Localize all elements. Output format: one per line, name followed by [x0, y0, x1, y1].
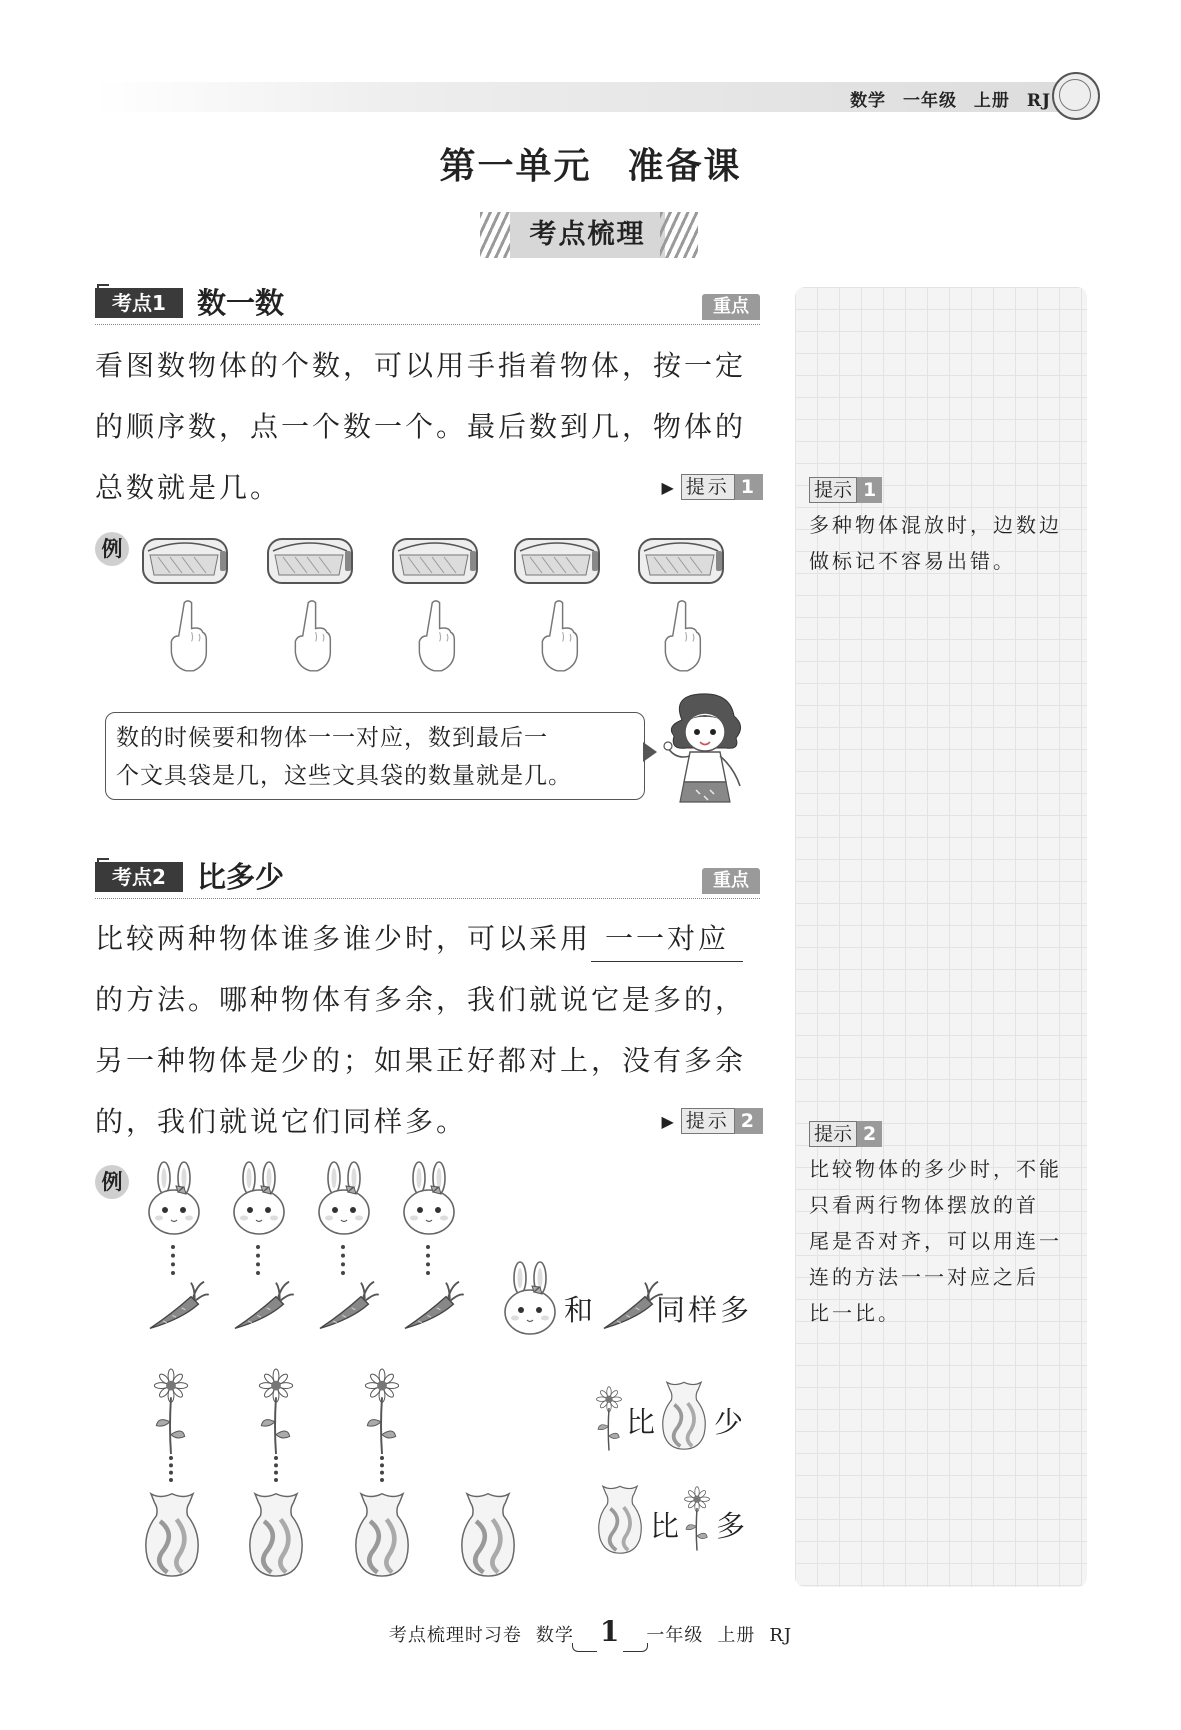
bubble-line-2: 个文具袋是几，这些文具袋的数量就是几。	[116, 763, 572, 789]
page-footer	[0, 1615, 1181, 1648]
footer-title: 考点梳理时习卷	[388, 1625, 522, 1646]
tip-label: 提示	[681, 1108, 735, 1134]
banner-stripes-right	[660, 212, 698, 258]
flower-icon	[594, 1386, 624, 1452]
header-grade: 一年级	[902, 91, 957, 111]
footer-subject: 数学	[535, 1625, 574, 1646]
dotted-connector	[256, 1245, 265, 1275]
kaodian1-tag: 考点1	[95, 288, 183, 318]
sidebar-tip2-line: 连的方法一一对应之后	[809, 1265, 1039, 1289]
flower-less-text: 少	[714, 1405, 747, 1439]
unit-title-part2: 准备课	[627, 145, 742, 187]
vase-compare-text: 比	[650, 1509, 683, 1543]
kaodian1-line-2: 的顺序数，点一个数一个。最后数到几，物体的	[95, 410, 747, 443]
kaodian2-line-3: 另一种物体是少的；如果正好都对上，没有多余	[95, 1044, 747, 1077]
kaodian2-tip-link[interactable]	[661, 1091, 763, 1152]
dotted-connector	[341, 1245, 350, 1275]
sidebar-tip2-line: 比一比。	[809, 1301, 901, 1325]
header-term: 上册	[973, 91, 1010, 111]
sidebar-tip2-line: 尾是否对齐，可以用连一	[809, 1229, 1062, 1253]
dotted-connector	[169, 1456, 178, 1482]
tip-number: 2	[857, 1121, 882, 1147]
kaodian2-badge: 重点	[702, 868, 760, 894]
pencil-case-icon	[140, 528, 230, 590]
pointing-finger-icon	[288, 596, 334, 672]
carrot-icon	[314, 1278, 380, 1334]
kaodian1-tip-link[interactable]	[661, 457, 763, 518]
kaodian2-line-4-row	[95, 1091, 763, 1152]
kaodian1-line-1: 看图数物体的个数，可以用手指着物体，按一定	[95, 349, 747, 382]
flower-vase-example	[140, 1368, 760, 1588]
dotted-connector	[171, 1245, 180, 1275]
sidebar-tip1-line: 多种物体混放时，边数边	[809, 513, 1062, 537]
example-badge: 例	[95, 532, 129, 566]
vase-icon	[350, 1486, 414, 1582]
sidebar-tip2	[809, 1121, 1062, 1331]
sidebar-tip1-text	[809, 507, 1062, 579]
kaodian2-line-1	[95, 908, 763, 969]
footer-grade: 一年级	[646, 1625, 704, 1646]
pencil-case-icon	[390, 528, 480, 590]
section-banner-label: 考点梳理	[510, 212, 665, 258]
flower-compare-text: 比	[626, 1405, 659, 1439]
carrot-icon	[229, 1278, 295, 1334]
bubble-tail	[643, 742, 657, 762]
logo-seal	[1059, 79, 1091, 111]
tip-label: 提示	[809, 1121, 857, 1147]
flower-icon	[362, 1368, 402, 1456]
sidebar-tip2-text	[809, 1151, 1062, 1331]
carrot-icon	[598, 1278, 664, 1334]
bubble-line-1: 数的时候要和物体一一对应，数到最后一	[116, 725, 548, 751]
vase-icon	[140, 1486, 204, 1582]
play-triangle-icon: ▶	[661, 1112, 677, 1131]
rabbit-icon	[314, 1160, 374, 1240]
dotted-connector	[274, 1456, 283, 1482]
vase-icon	[658, 1376, 710, 1454]
footer-edition: RJ	[769, 1625, 793, 1646]
kaodian2-tag: 考点2	[95, 862, 183, 892]
header-subject: 数学	[850, 91, 887, 111]
brand-logo	[1052, 72, 1100, 120]
vase-icon	[594, 1480, 646, 1558]
kaodian2-title: 比多少	[197, 860, 285, 894]
section-banner	[480, 212, 695, 258]
kaodian1-badge: 重点	[702, 294, 760, 320]
flower-icon	[256, 1368, 296, 1456]
rabbit-icon	[500, 1260, 560, 1340]
tip-label: 提示	[681, 474, 735, 500]
tip-label: 提示	[809, 477, 857, 503]
answer-blank[interactable]: 一一对应	[591, 917, 743, 962]
flower-icon	[151, 1368, 191, 1456]
example-badge: 例	[95, 1165, 129, 1199]
rabbit-icon	[144, 1160, 204, 1240]
sidebar-tip2-line: 比较物体的多少时，不能	[809, 1157, 1062, 1181]
same-amount-text: 同样多	[656, 1293, 753, 1327]
pointing-finger-icon	[658, 596, 704, 672]
pencil-case-example	[140, 528, 760, 678]
sidebar-tip2-line: 只看两行物体摆放的首	[809, 1193, 1039, 1217]
pencil-case-icon	[636, 528, 726, 590]
header-text	[840, 86, 1051, 111]
dotted-connector	[426, 1245, 435, 1275]
kaodian2-line-2: 的方法。哪种物体有多余，我们就说它是多的，	[95, 983, 747, 1016]
tips-sidebar	[795, 287, 1087, 1587]
kaodian1-paragraph	[95, 335, 763, 518]
footer-term: 上册	[717, 1625, 756, 1646]
dotted-connector	[380, 1456, 389, 1482]
unit-title	[0, 138, 1181, 189]
kaodian1-title: 数一数	[197, 286, 285, 320]
speech-bubble	[105, 712, 645, 800]
tip-number: 1	[735, 474, 763, 500]
pointing-finger-icon	[535, 596, 581, 672]
play-triangle-icon: ▶	[661, 478, 677, 497]
vase-icon	[456, 1486, 520, 1582]
pointing-finger-icon	[164, 596, 210, 672]
rabbit-and-text: 和	[564, 1293, 597, 1327]
sidebar-tip1-line: 做标记不容易出错。	[809, 549, 1016, 573]
vase-more-text: 多	[716, 1509, 749, 1543]
carrot-icon	[399, 1278, 465, 1334]
page-number: 1	[599, 1615, 621, 1648]
sidebar-tip2-heading	[809, 1121, 1062, 1147]
pencil-case-icon	[512, 528, 602, 590]
sidebar-tip1	[809, 477, 1062, 579]
tip-number: 1	[857, 477, 882, 503]
girl-illustration-icon	[660, 690, 750, 810]
kaodian2-line-1-text: 比较两种物体谁多谁少时，可以采用	[95, 922, 592, 955]
sidebar-tip1-heading	[809, 477, 1062, 503]
kaodian1-line-3: 总数就是几。	[95, 471, 282, 504]
tip-number: 2	[735, 1108, 763, 1134]
rabbit-icon	[229, 1160, 289, 1240]
kaodian2-paragraph	[95, 908, 763, 1152]
kaodian1-header	[95, 284, 760, 325]
flower-icon	[682, 1486, 712, 1552]
kaodian2-line-4: 的，我们就说它们同样多。	[95, 1105, 468, 1138]
vase-icon	[244, 1486, 308, 1582]
rabbit-carrot-example	[140, 1160, 760, 1340]
kaodian1-line-3-row	[95, 457, 763, 518]
header-edition: RJ	[1026, 91, 1051, 111]
unit-title-part1: 第一单元	[439, 145, 592, 187]
carrot-icon	[144, 1278, 210, 1334]
pencil-case-icon	[265, 528, 355, 590]
pointing-finger-icon	[412, 596, 458, 672]
kaodian2-header	[95, 858, 760, 899]
rabbit-icon	[399, 1160, 459, 1240]
